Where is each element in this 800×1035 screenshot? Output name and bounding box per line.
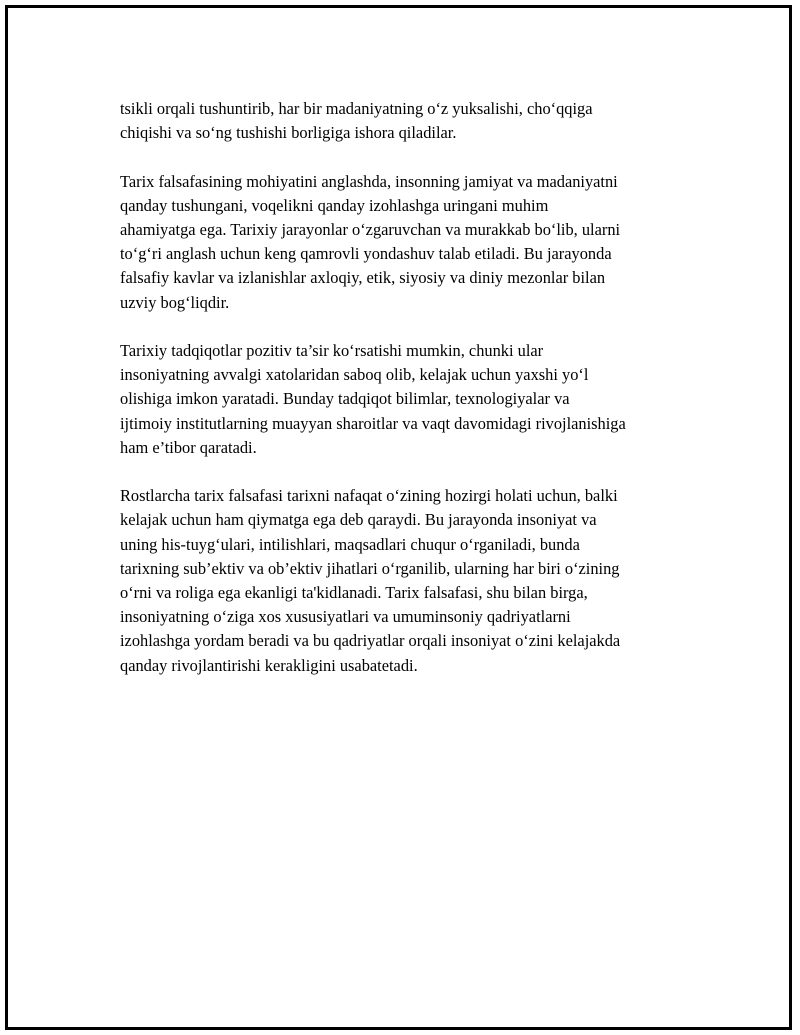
text-line: izohlashga yordam beradi va bu qadriyatlar orqali insoniyat o‘zini kelajakda <box>120 631 621 651</box>
text-line: Rostlarcha tarix falsafasi tarixni nafaqat o‘zining hozirgi holati uchun, balki <box>120 486 618 506</box>
text-line: kelajak uchun ham qiymatga ega deb qaraydi. Bu jarayonda insoniyat va <box>120 510 597 530</box>
paragraph-3 <box>120 339 700 460</box>
text-line: chiqishi va so‘ng tushishi borligiga ishora qiladilar. <box>120 123 457 143</box>
text-line: qanday tushungani, voqelikni qanday izohlashga uringani muhim <box>120 195 549 215</box>
text-line: ijtimoiy institutlarning muayyan sharoitlar va vaqt davomidagi rivojlanishiga <box>120 413 626 433</box>
text-line: tsikli orqali tushuntirib, har bir madaniyatning o‘z yuksalishi, cho‘qqiga <box>120 99 593 118</box>
text-line: insoniyatning avvalgi xatolaridan saboq olib, kelajak uchun yaxshi yo‘l <box>120 365 589 385</box>
text-line: insoniyatning o‘ziga xos xususiyatlari va umuminsoniy qadriyatlarni <box>120 607 571 627</box>
paragraph-4 <box>120 484 700 678</box>
paragraph-2 <box>120 170 700 315</box>
text-line: ham e’tibor qaratadi. <box>120 437 257 457</box>
text-line: tarixning sub’ektiv va ob’ektiv jihatlari o‘rganilib, ularning har biri o‘zining <box>120 558 620 578</box>
document-page <box>5 5 792 1030</box>
text-line: olishiga imkon yaratadi. Bunday tadqiqot bilimlar, texnologiyalar va <box>120 389 570 409</box>
text-line: Tarixiy tadqiqotlar pozitiv ta’sir ko‘rsatishi mumkin, chunki ular <box>120 341 544 360</box>
paragraph-1 <box>120 97 700 145</box>
text-line: Tarix falsafasining mohiyatini anglashda, insonning jamiyat va madaniyatni <box>120 171 618 191</box>
text-line: falsafiy kavlar va izlanishlar axloqiy, etik, siyosiy va diniy mezonlar bilan <box>120 268 606 288</box>
text-line: o‘rni va roliga ega ekanligi ta'kidlanadi. Tarix falsafasi, shu bilan birga, <box>120 583 588 603</box>
text-line: to‘g‘ri anglash uchun keng qamrovli yondashuv talab etiladi. Bu jarayonda <box>120 244 612 264</box>
document-body <box>120 97 700 702</box>
text-line: ahamiyatga ega. Tarixiy jarayonlar o‘zgaruvchan va murakkab bo‘lib, ularni <box>120 220 621 239</box>
text-line: qanday rivojlantirishi kerakligini usabatetadi. <box>120 655 418 675</box>
text-line: uzviy bog‘liqdir. <box>120 292 230 312</box>
text-line: uning his-tuyg‘ulari, intilishlari, maqsadlari chuqur o‘rganiladi, bunda <box>120 534 580 554</box>
